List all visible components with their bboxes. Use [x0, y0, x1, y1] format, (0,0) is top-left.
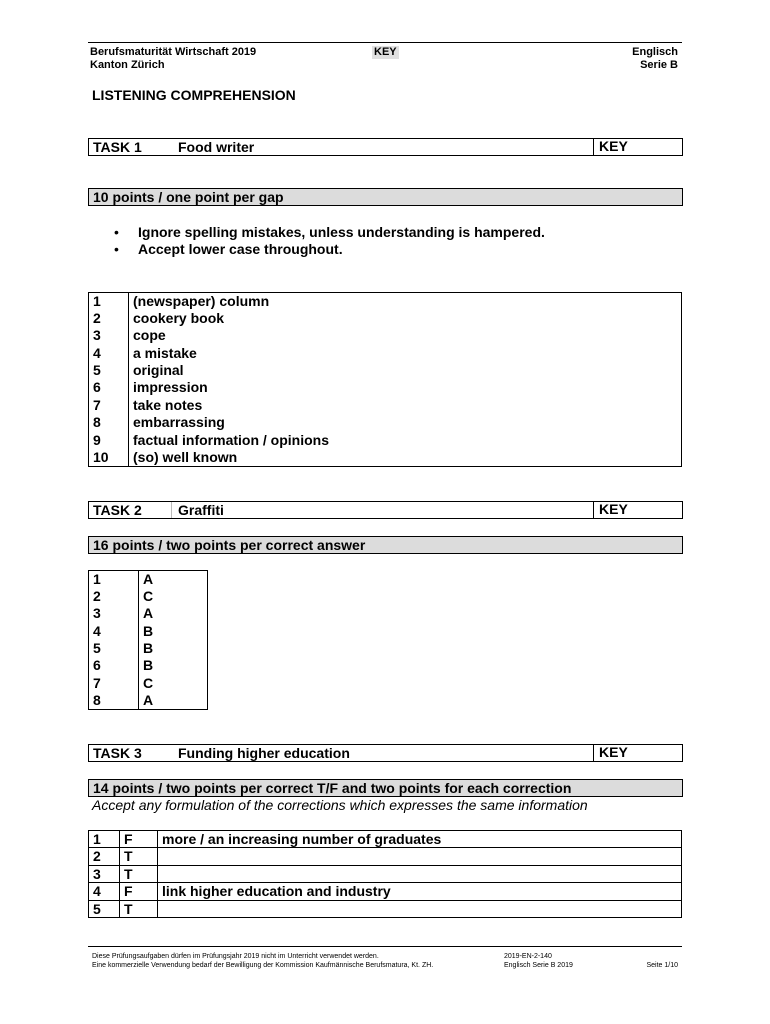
answer-letter: A — [139, 692, 208, 709]
answer-letter: B — [139, 657, 208, 674]
header-subject: Englisch — [632, 46, 678, 58]
table-row — [89, 379, 682, 396]
task2-header — [88, 501, 683, 519]
task1-key: KEY — [593, 138, 683, 156]
answer-number: 2 — [89, 588, 139, 605]
task1-header — [88, 138, 683, 156]
header-left — [90, 46, 256, 72]
table-row — [89, 345, 682, 362]
answer-number: 9 — [89, 432, 129, 449]
footer-notice-line: Diese Prüfungsaufgaben dürfen im Prüfungsjahr 2019 nicht im Unterricht verwendet werden. — [92, 953, 379, 960]
page-number: Seite 1/10 — [646, 962, 678, 969]
table-row — [89, 675, 208, 692]
answer-number: 1 — [89, 293, 129, 310]
table-row — [89, 397, 682, 414]
answer-number: 3 — [89, 327, 129, 344]
answer-text: factual information / opinions — [129, 432, 682, 449]
footer-document-id — [504, 952, 573, 970]
table-row — [89, 327, 682, 344]
footer-series: Englisch Serie B 2019 — [504, 962, 573, 969]
table-row — [89, 432, 682, 449]
answer-true-false: T — [120, 848, 158, 865]
answer-number: 7 — [89, 675, 139, 692]
instruction-item: • Accept lower case throughout. — [114, 241, 545, 258]
answer-number: 5 — [89, 640, 139, 657]
answer-letter: A — [139, 571, 208, 588]
task3-key: KEY — [593, 744, 683, 762]
table-row — [89, 362, 682, 379]
answer-number: 3 — [89, 865, 120, 882]
answer-text: impression — [129, 379, 682, 396]
task2-separator — [171, 502, 172, 518]
answer-text: cookery book — [129, 310, 682, 327]
answer-number: 10 — [89, 449, 129, 466]
header-series: Serie B — [640, 59, 678, 71]
answer-correction — [158, 865, 682, 882]
table-row — [89, 883, 682, 900]
answer-letter: C — [139, 675, 208, 692]
table-row — [89, 605, 208, 622]
answer-number: 6 — [89, 657, 139, 674]
table-row — [89, 692, 208, 709]
header-exam-name: Berufsmaturität Wirtschaft 2019 — [90, 46, 257, 58]
footer-code: 2019-EN-2-140 — [504, 953, 552, 960]
answer-text: cope — [129, 327, 682, 344]
answer-correction: link higher education and industry — [158, 883, 682, 900]
task3-answer-table — [88, 830, 682, 918]
task1-answer-table — [88, 292, 682, 467]
table-row — [89, 640, 208, 657]
task1-name: Food writer — [178, 139, 255, 155]
task3-note: Accept any formulation of the corrections which expresses the same information — [92, 797, 588, 813]
answer-number: 6 — [89, 379, 129, 396]
answer-number: 8 — [89, 414, 129, 431]
answer-correction — [158, 848, 682, 865]
table-row — [89, 588, 208, 605]
answer-true-false: T — [120, 865, 158, 882]
answer-letter: A — [139, 605, 208, 622]
instruction-item: • Ignore spelling mistakes, unless understanding is hampered. — [114, 224, 545, 241]
answer-number: 2 — [89, 310, 129, 327]
footer-notice — [92, 952, 433, 970]
task3-header — [88, 744, 683, 762]
page-footer — [88, 946, 682, 976]
task3-points: 14 points / two points per correct T/F and two points for each correction — [88, 779, 683, 797]
task2-name: Graffiti — [178, 502, 224, 518]
table-row — [89, 571, 208, 588]
page-title: LISTENING COMPREHENSION — [92, 87, 296, 103]
answer-true-false: F — [120, 883, 158, 900]
task3-label: TASK 3 — [93, 745, 142, 761]
answer-text: original — [129, 362, 682, 379]
answer-number: 2 — [89, 848, 120, 865]
table-row — [89, 848, 682, 865]
answer-correction — [158, 900, 682, 917]
table-row — [89, 414, 682, 431]
task2-label: TASK 2 — [93, 502, 142, 518]
header-key-label: KEY — [374, 46, 397, 58]
answer-text: take notes — [129, 397, 682, 414]
answer-letter: C — [139, 588, 208, 605]
answer-text: embarrassing — [129, 414, 682, 431]
answer-number: 5 — [89, 362, 129, 379]
answer-number: 3 — [89, 605, 139, 622]
header-right — [632, 46, 678, 72]
answer-true-false: F — [120, 831, 158, 848]
answer-number: 8 — [89, 692, 139, 709]
answer-number: 1 — [89, 571, 139, 588]
answer-text: (so) well known — [129, 449, 682, 466]
task1-label: TASK 1 — [93, 139, 142, 155]
answer-number: 1 — [89, 831, 120, 848]
table-row — [89, 293, 682, 310]
answer-number: 4 — [89, 623, 139, 640]
task3-name: Funding higher education — [178, 745, 350, 761]
answer-true-false: T — [120, 900, 158, 917]
page-header — [88, 42, 682, 72]
answer-number: 7 — [89, 397, 129, 414]
task2-points: 16 points / two points per correct answer — [88, 536, 683, 554]
answer-number: 5 — [89, 900, 120, 917]
table-row — [89, 831, 682, 848]
task2-key: KEY — [593, 501, 683, 519]
table-row — [89, 900, 682, 917]
table-row — [89, 623, 208, 640]
table-row — [89, 657, 208, 674]
task1-instructions — [114, 224, 545, 258]
answer-number: 4 — [89, 345, 129, 362]
task2-answer-table — [88, 570, 208, 710]
answer-correction: more / an increasing number of graduates — [158, 831, 682, 848]
table-row — [89, 310, 682, 327]
answer-letter: B — [139, 640, 208, 657]
task1-points: 10 points / one point per gap — [88, 188, 683, 206]
answer-letter: B — [139, 623, 208, 640]
table-row — [89, 449, 682, 466]
table-row — [89, 865, 682, 882]
answer-text: (newspaper) column — [129, 293, 682, 310]
header-canton: Kanton Zürich — [90, 59, 165, 71]
footer-notice-line: Eine kommerzielle Verwendung bedarf der Bewilligung der Kommission Kaufmännische Berufsmatura, Kt. ZH. — [92, 962, 434, 969]
answer-text: a mistake — [129, 345, 682, 362]
answer-number: 4 — [89, 883, 120, 900]
